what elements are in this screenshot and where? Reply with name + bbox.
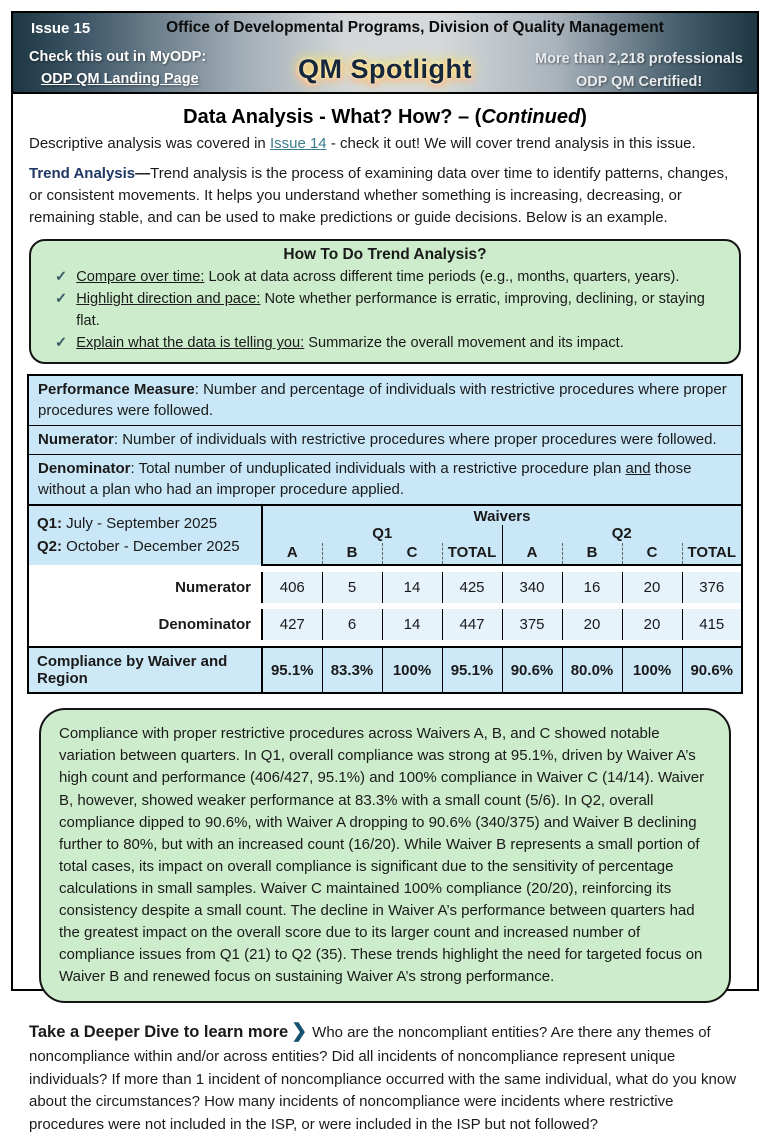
page-title (25, 106, 745, 129)
issue-number: Issue 15 (31, 20, 91, 37)
how-to-item-rest: Note whether performance is erratic, improving, declining, or staying flat. (76, 290, 705, 330)
table-cell: 90.6% (682, 647, 742, 693)
table-cell: 16 (562, 572, 622, 603)
certified-line2: ODP QM Certified! (575, 74, 703, 91)
table-cell: 100% (622, 647, 682, 693)
table-cell: 20 (622, 572, 682, 603)
newsletter-page (11, 11, 759, 1133)
how-to-item (45, 288, 725, 332)
checkmark-icon: ✓ (55, 290, 68, 307)
q1-label: Q1: (37, 515, 63, 533)
column-header: A (262, 543, 322, 565)
compliance-row-label: Compliance by Waiver and Region (28, 647, 262, 693)
table-cell: 340 (502, 572, 562, 603)
waiver-data-table (27, 504, 743, 694)
q2-legend (37, 536, 253, 559)
myodp-label: Check this out in MyODP: (29, 49, 207, 65)
q2-label: Q2: (37, 537, 63, 555)
numerator-row (28, 572, 742, 603)
denominator-text-before: : Total number of unduplicated individuals with a restrictive procedure plan (130, 460, 626, 478)
chevron-right-icon: ❯ (291, 1020, 308, 1042)
table-cell: 375 (502, 609, 562, 640)
trend-text: Trend analysis is the process of examining data over time to identify patterns, changes, or consistent movements. It helps you understand whether something is increasing, decreasing, or remaining stable, and can be used to make predictions or guide decisions. Below is an example. (29, 165, 729, 226)
how-to-item (45, 332, 725, 354)
table-cell: 95.1% (262, 647, 322, 693)
compliance-row (28, 647, 742, 693)
q1-range: July - September 2025 (62, 515, 218, 533)
intro-after: - check it out! We will cover trend analysis in this issue. (326, 135, 696, 152)
how-to-item-lead: Compare over time: (76, 268, 205, 285)
waivers-header: Waivers (262, 505, 742, 525)
intro-paragraph (29, 135, 741, 152)
table-cell: 425 (442, 572, 502, 603)
q1-group-header: Q1 (262, 525, 502, 543)
table-cell: 415 (682, 609, 742, 640)
table-cell: 80.0% (562, 647, 622, 693)
q2-group-header: Q2 (502, 525, 742, 543)
table-cell: 406 (262, 572, 322, 603)
table-cell: 83.3% (322, 647, 382, 693)
issue-14-link[interactable]: Issue 14 (269, 135, 327, 152)
table-cell: 447 (442, 609, 502, 640)
title-prefix: Data Analysis - What? How? – ( (183, 106, 482, 128)
column-header: B (562, 543, 622, 565)
certified-blurb (535, 48, 743, 94)
checkmark-icon: ✓ (55, 268, 68, 285)
table-cell: 6 (322, 609, 382, 640)
column-header: A (502, 543, 562, 565)
denominator-row-label: Denominator (28, 609, 262, 640)
trend-dash: — (135, 165, 151, 182)
how-to-item-text (76, 288, 725, 332)
denominator-row (28, 609, 742, 640)
deeper-dive-text: Who are the noncompliant entities? Are there any themes of noncompliance within and/or across entities? Did all incidents of noncompliance represent unique individuals? If more than 1 incident of noncompliance occurred with the same individual, what do you know about the circumstances? How many incidents of noncompliance were incidents where restrictive procedures were not included in the ISP, or were included in the ISP but not followed? (29, 1023, 737, 1133)
organization-title: Office of Developmental Programs, Division of Quality Management (166, 19, 664, 36)
table-cell: 5 (322, 572, 382, 603)
newsletter-header (13, 13, 757, 94)
row-spacer (28, 565, 742, 572)
how-to-item-rest: Look at data across different time periods (e.g., months, quarters, years). (204, 268, 680, 285)
deeper-dive-lead: Take a Deeper Dive to learn more (29, 1022, 289, 1041)
numerator-text: : Number of individuals with restrictive procedures where proper procedures were followed. (113, 431, 717, 449)
qm-spotlight-logo: QM Spotlight (298, 54, 472, 84)
table-cell: 14 (382, 572, 442, 603)
numerator-row-label: Numerator (28, 572, 262, 603)
column-header: C (622, 543, 682, 565)
title-continued: Continued (481, 106, 581, 128)
table-cell: 100% (382, 647, 442, 693)
performance-measure-row (29, 376, 741, 426)
table-cell: 14 (382, 609, 442, 640)
column-header: TOTAL (682, 543, 742, 565)
how-to-item (45, 266, 725, 288)
how-to-trend-analysis-box (29, 239, 741, 365)
performance-measure-text: : Number and percentage of individuals with restrictive procedures where proper procedures were followed. (38, 381, 727, 420)
how-to-item-lead: Explain what the data is telling you: (76, 335, 305, 352)
how-to-item-text (76, 266, 679, 288)
odp-qm-landing-page-link[interactable]: ODP QM Landing Page (41, 71, 199, 87)
numerator-lead: Numerator (38, 431, 114, 449)
deeper-dive-section (29, 1018, 741, 1136)
denominator-lead: Denominator (38, 460, 131, 478)
trend-analysis-paragraph (29, 163, 741, 229)
q1-legend (37, 513, 253, 536)
table-cell: 95.1% (442, 647, 502, 693)
table-cell: 90.6% (502, 647, 562, 693)
row-spacer (28, 640, 742, 647)
certified-line1: More than 2,218 professionals (535, 51, 743, 67)
trend-analysis-narrative-box: Compliance with proper restrictive procedures across Waivers A, B, and C showed notable variation between quarters. In Q1, overall compliance was strong at 95.1%, driven by Waiver A’s high count and performance (406/427, 95.1%) and 100% compliance in Waiver C (14/14). Waiver B, however, showed weaker performance at 83.3% with a small count (5/6). In Q2, overall compliance dipped to 90.6%, with Waiver A dropping to 90.6% (340/375) and Waiver B declining further to 80%, but with an increased count (16/20). While Waiver B represents a small portion of total cases, its impact on overall compliance is significant due to the sensitivity of percentage calculations in small samples. Waiver C maintained 100% compliance (20/20), reinforcing its consistency despite a small count. The decline in Waiver A’s performance between quarters had the greatest impact on the overall score due to its larger count and increased number of compliance issues from Q1 (21) to Q2 (35). These trends highlight the need for targeted focus on Waiver B and renewed focus on sustaining Waiver A’s strong performance. (39, 708, 731, 1003)
denominator-and-underline: and (625, 460, 651, 478)
how-to-title: How To Do Trend Analysis? (283, 245, 487, 263)
column-header: C (382, 543, 442, 565)
column-header: B (322, 543, 382, 565)
denominator-definition-row (29, 455, 741, 504)
table-cell: 427 (262, 609, 322, 640)
trend-analysis-lead: Trend Analysis (29, 165, 136, 182)
checkmark-icon: ✓ (55, 335, 68, 352)
column-header: TOTAL (442, 543, 502, 565)
quarter-legend-cell (28, 505, 262, 565)
table-cell: 20 (562, 609, 622, 640)
table-cell: 376 (682, 572, 742, 603)
performance-measure-block (27, 374, 743, 694)
q2-range: October - December 2025 (62, 537, 240, 555)
how-to-item-lead: Highlight direction and pace: (76, 290, 261, 307)
intro-before: Descriptive analysis was covered in (29, 135, 270, 152)
title-suffix: ) (580, 106, 587, 128)
denominator-text-after: those without a plan who had an improper procedure applied. (38, 460, 692, 499)
numerator-definition-row (29, 426, 741, 455)
table-cell: 20 (622, 609, 682, 640)
definitions-block (27, 374, 743, 504)
performance-measure-lead: Performance Measure (38, 381, 195, 399)
how-to-item-rest: Summarize the overall movement and its impact. (304, 335, 624, 352)
how-to-item-text (76, 332, 624, 354)
